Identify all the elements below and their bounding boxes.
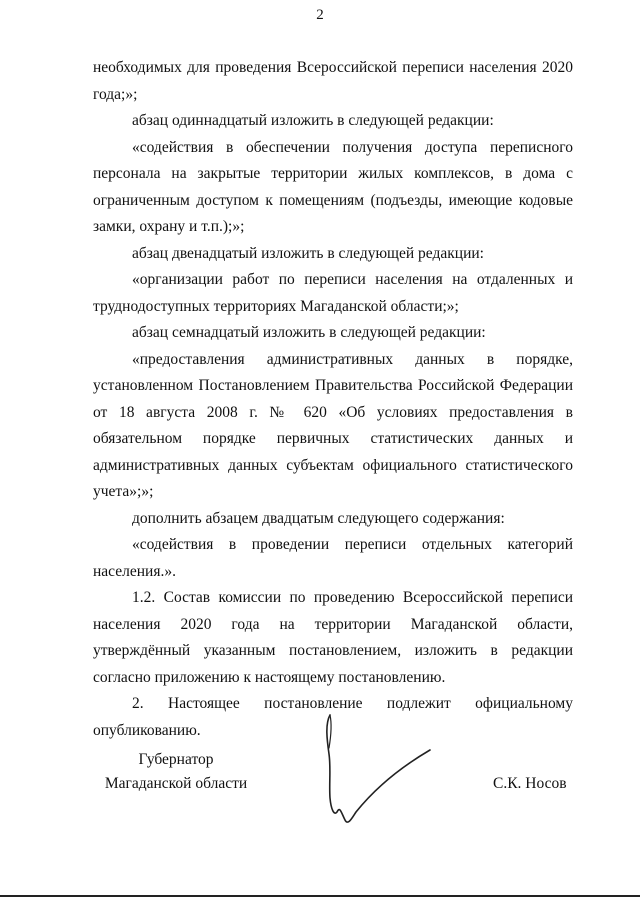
document-body [93, 55, 573, 744]
paragraph: «предоставления административных данных в порядке, установленном Постановлением Правительства Российской Федерации от 18 августа 2008 г. № 620 «Об условиях предоставления в обязательном порядке первичных статистических данных и административных данных субъектам официального статистического учета»;»; [93, 350, 573, 500]
paragraph: абзац семнадцатый изложить в следующей редакции: [132, 324, 486, 341]
signer-name: С.К. Носов [493, 775, 567, 792]
handwritten-signature [318, 712, 438, 830]
page-number: 2 [316, 7, 324, 23]
paragraph: «содействия в проведении переписи отдельных категорий населения.». [93, 536, 573, 580]
paragraph: необходимых для проведения Всероссийской переписи населения 2020 года;»; [93, 59, 573, 103]
signatory-position [96, 748, 256, 796]
position-line: Губернатор [138, 751, 214, 768]
paragraph: 1.2. Состав комиссии по проведению Всероссийской переписи населения 2020 года на территории Магаданской области, утверждённый указанным постановлением, изложить в редакции согласно приложению к настоящему постановлению. [93, 589, 573, 686]
paragraph: «содействия в обеспечении получения доступа переписного персонала на закрытые территории жилых комплексов, в дома с ограниченным доступом к помещениям (подъезды, имеющие кодовые замки, охрану и т.п.);»; [93, 138, 573, 235]
position-line: Магаданской области [104, 775, 248, 792]
paragraph: «организации работ по переписи населения на отдаленных и труднодоступных территориях Магаданской области;»; [93, 271, 573, 315]
paragraph: абзац одиннадцатый изложить в следующей редакции: [132, 112, 494, 129]
paragraph: 2. Настоящее постановление подлежит официальному опубликованию. [93, 695, 573, 739]
paragraph: абзац двенадцатый изложить в следующей редакции: [132, 244, 484, 262]
page-bottom-border [0, 895, 640, 897]
paragraph: дополнить абзацем двадцатым следующего содержания: [132, 509, 505, 527]
